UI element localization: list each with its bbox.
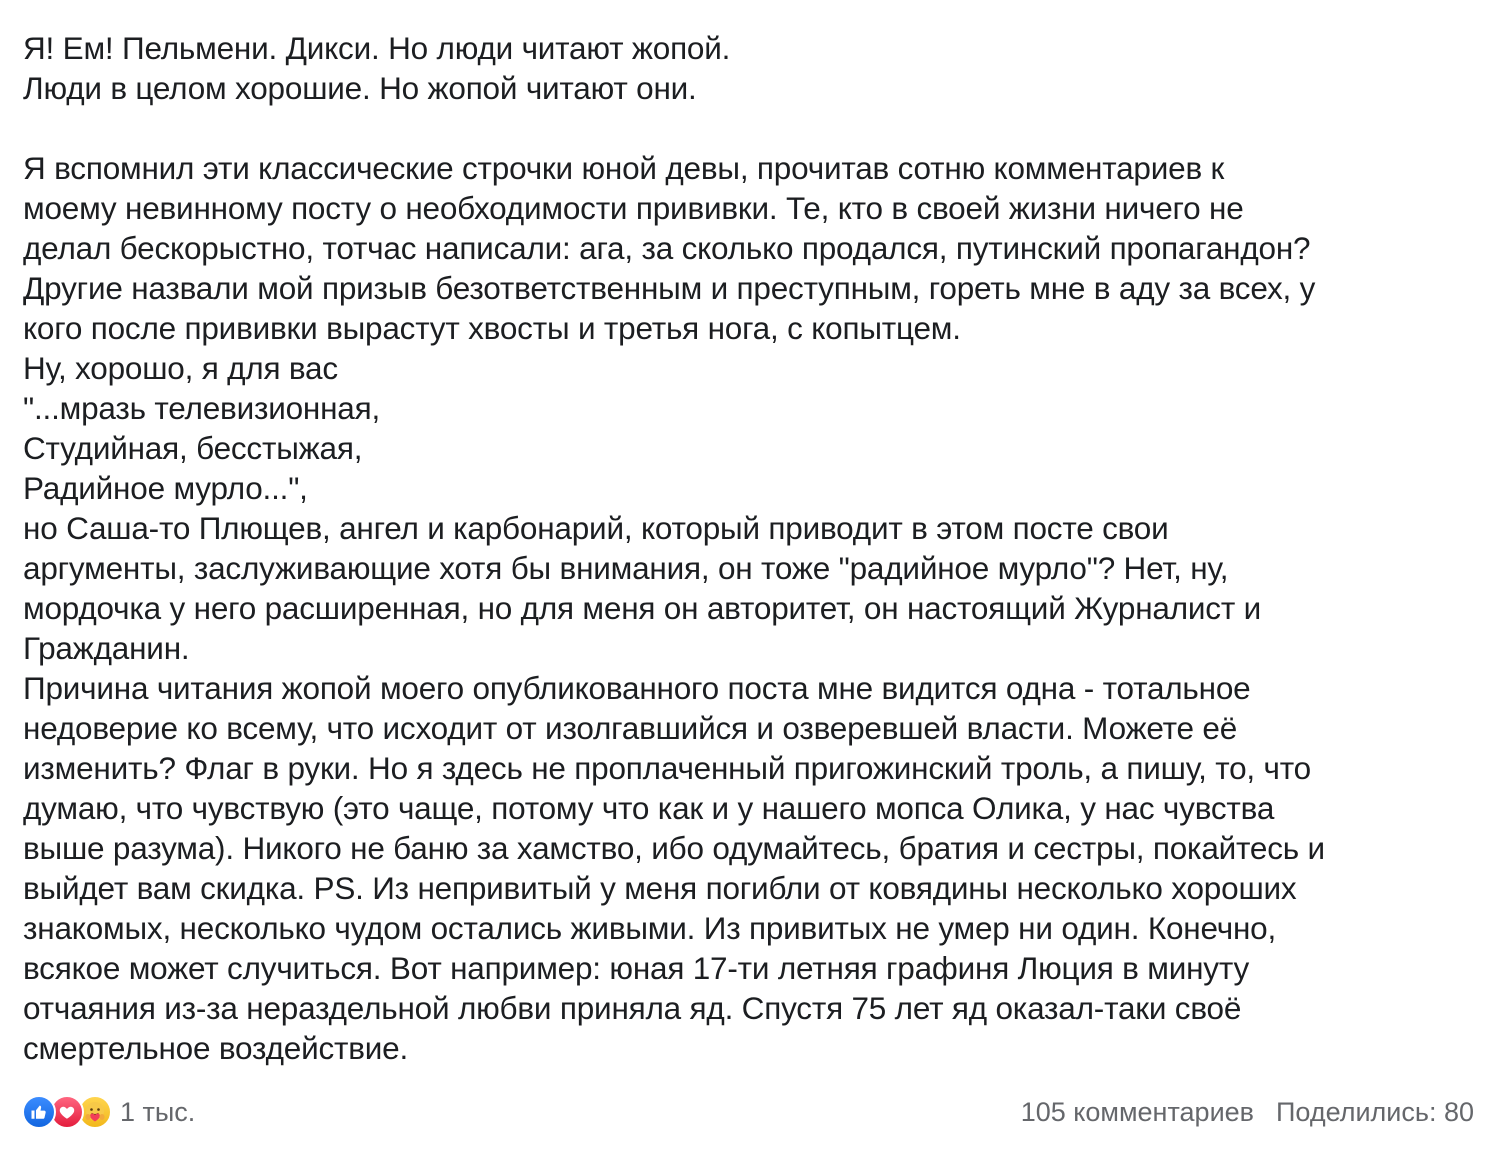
post-line: аргументы, заслуживающие хотя бы внимания, он тоже "радийное мурло"? Нет, ну, [23, 550, 1229, 586]
post-line: "...мразь телевизионная, [23, 390, 381, 426]
post-line: Другие назвали мой призыв безответственным и преступным, гореть мне в аду за всех, у [23, 270, 1316, 306]
post-line: знакомых, несколько чудом остались живыми. Из привитых не умер ни один. Конечно, [23, 910, 1277, 946]
reaction-count[interactable]: 1 тыс. [120, 1096, 196, 1127]
post-line: изменить? Флаг в руки. Но я здесь не проплаченный пригожинский троль, а пишу, то, что [23, 750, 1311, 786]
post-footer [22, 1092, 1474, 1132]
like-icon [22, 1095, 56, 1129]
post-text [23, 28, 1483, 1068]
post-line: Радийное мурло...", [23, 470, 308, 506]
reaction-icons[interactable] [22, 1095, 112, 1129]
post-line: Гражданин. [23, 630, 190, 666]
post-line: Люди в целом хорошие. Но жопой читают они. [23, 70, 697, 106]
post-line: смертельное воздействие. [23, 1030, 409, 1066]
post-line: недоверие ко всему, что исходит от изолгавшийся и озверевшей власти. Можете её [23, 710, 1238, 746]
post-line: кого после прививки вырастут хвосты и третья нога, с копытцем. [23, 310, 961, 346]
reactions-summary[interactable] [22, 1095, 195, 1129]
post-line: выше разума). Никого не баню за хамство, ибо одумайтесь, братия и сестры, покайтесь и [23, 830, 1325, 866]
post-line: Студийная, бесстыжая, [23, 430, 363, 466]
shares-count-link[interactable]: Поделились: 80 [1276, 1096, 1474, 1127]
post-line: мордочка у него расширенная, но для меня он авторитет, он настоящий Журналист и [23, 590, 1262, 626]
comments-count-link[interactable]: 105 комментариев [1020, 1096, 1255, 1127]
post-line: делал бескорыстно, тотчас написали: ага, за сколько продался, путинский пропагандон? [23, 230, 1311, 266]
post-line: Причина читания жопой моего опубликованного поста мне видится одна - тотальное [23, 670, 1251, 706]
post-line: думаю, что чувствую (это чаще, потому что как и у нашего мопса Олика, у нас чувства [23, 790, 1275, 826]
post-line: всякое может случиться. Вот например: юная 17-ти летняя графиня Люция в минуту [23, 950, 1249, 986]
post-line: Я вспомнил эти классические строчки юной девы, прочитав сотню комментариев к [23, 150, 1225, 186]
post-line: но Саша-то Плющев, ангел и карбонарий, который приводит в этом посте свои [23, 510, 1169, 546]
post-line: отчаяния из-за нераздельной любви приняла яд. Спустя 75 лет яд оказал-таки своё [23, 990, 1242, 1026]
post-line: Я! Ем! Пельмени. Дикси. Но люди читают жопой. [23, 30, 731, 66]
post-line: Ну, хорошо, я для вас [23, 350, 338, 386]
post-stats [1021, 1097, 1474, 1128]
post-line: выйдет вам скидка. PS. Из непривитый у меня погибли от ковядины несколько хороших [23, 870, 1297, 906]
post-line-blank [23, 108, 1483, 148]
post-line: моему невинному посту о необходимости прививки. Те, кто в своей жизни ничего не [23, 190, 1244, 226]
